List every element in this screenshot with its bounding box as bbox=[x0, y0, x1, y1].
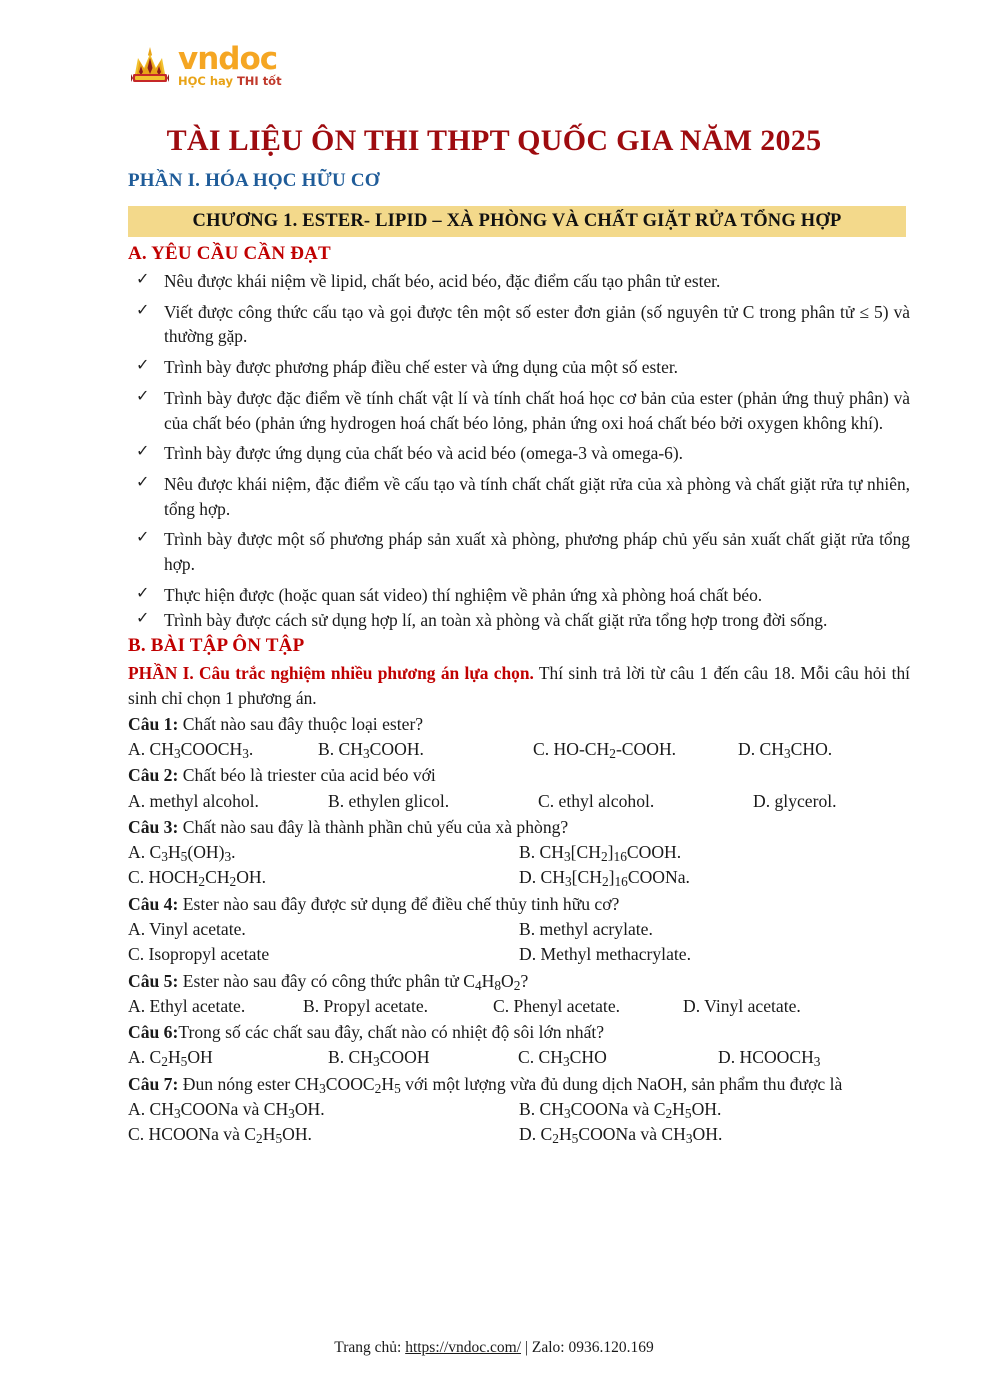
logo-tagline-part1: HỌC hay bbox=[178, 73, 237, 88]
question-option[interactable]: B. $CH_3[CH_2]_{16}COOH$. bbox=[519, 842, 682, 865]
question-prompt bbox=[128, 1020, 910, 1044]
question-text: Trong số các chất sau đây, chất nào có nhiệt độ sôi lớn nhất? bbox=[178, 1022, 605, 1043]
question-option[interactable]: A. $CH_3COONa$ và $CH_3OH$. bbox=[128, 1098, 325, 1121]
question-label: Câu 3: bbox=[128, 816, 179, 837]
question-options-row bbox=[128, 1045, 910, 1069]
check-mark-icon: ✓ bbox=[136, 610, 150, 628]
question-options-row bbox=[128, 789, 910, 813]
objective-text: Trình bày được cách sử dụng hợp lí, an toàn xà phòng và chất giặt rửa tổng hợp trong đời sống. bbox=[164, 610, 828, 631]
question-option[interactable]: A. Vinyl acetate. bbox=[128, 918, 246, 939]
objective-item bbox=[128, 583, 910, 608]
objective-text: Nêu được khái niệm, đặc điểm về cấu tạo và tính chất chất giặt rửa của xà phòng và chất giặt rửa tự nhiên, tổng hợp. bbox=[164, 473, 910, 519]
question-text: Chất nào sau đây thuộc loại ester? bbox=[178, 713, 424, 734]
question-option[interactable]: D. $HCOOCH_3$ bbox=[718, 1047, 821, 1070]
check-mark-icon: ✓ bbox=[136, 529, 150, 547]
question-options-row bbox=[128, 840, 910, 864]
question-text: Ester nào sau đây có công thức phân tử $C_4H_8O_2$? bbox=[178, 970, 529, 993]
question-option[interactable]: C. Phenyl acetate. bbox=[493, 995, 621, 1016]
question-option[interactable]: C. $CH_3CHO$ bbox=[518, 1047, 607, 1070]
question-option[interactable]: D. Methyl methacrylate. bbox=[519, 944, 691, 965]
question-label: Câu 2: bbox=[128, 765, 179, 786]
chapter-banner-text: CHƯƠNG 1. ESTER- LIPID – XÀ PHÒNG VÀ CHẤT GIẶT RỬA TỔNG HỢP bbox=[192, 211, 842, 231]
objective-item bbox=[128, 527, 910, 576]
footer-prefix: Trang chủ: bbox=[334, 1339, 406, 1356]
question-prompt bbox=[128, 1072, 910, 1096]
question-option[interactable]: D. $CH_3CHO$. bbox=[738, 739, 833, 762]
objective-text: Thực hiện được (hoặc quan sát video) thí nghiệm về phản ứng xà phòng hoá chất béo. bbox=[164, 584, 763, 605]
question-option[interactable]: A. $C_3H_5(OH)_3$. bbox=[128, 842, 236, 865]
question-option[interactable]: B. $CH_3COONa$ và $C_2H_5OH$. bbox=[519, 1098, 722, 1121]
check-mark-icon: ✓ bbox=[136, 387, 150, 405]
question-options-row bbox=[128, 737, 910, 761]
question-option[interactable]: C. ethyl alcohol. bbox=[538, 790, 655, 811]
question-options-row bbox=[128, 1097, 910, 1121]
check-mark-icon: ✓ bbox=[136, 357, 150, 375]
question-option[interactable]: A. Ethyl acetate. bbox=[128, 995, 246, 1016]
part-i-instruction-text: Thí sinh trả lời từ câu 1 đến câu 18. Mỗi câu hỏi thí sinh chỉ chọn 1 phương án. bbox=[128, 663, 910, 708]
question-label: Câu 1: bbox=[128, 713, 179, 734]
check-mark-icon: ✓ bbox=[136, 584, 150, 602]
objective-text: Trình bày được đặc điểm về tính chất vật lí và tính chất hoá học cơ bản của ester (phản ứng thuỷ phân) và của chất béo (phản ứng hydrogen hoá chất béo lỏng, phản ứng oxi hoá chất béo bởi oxygen không khí). bbox=[164, 387, 910, 433]
check-mark-icon: ✓ bbox=[136, 443, 150, 461]
question-prompt bbox=[128, 892, 910, 916]
objective-text: Viết được công thức cấu tạo và gọi được tên một số ester đơn giản (số nguyên tử C trong phân tử ≤ 5) và thường gặp. bbox=[164, 301, 910, 347]
objective-text: Trình bày được ứng dụng của chất béo và acid béo (omega-3 và omega-6). bbox=[164, 443, 684, 464]
question-option[interactable]: B. Propyl acetate. bbox=[303, 995, 429, 1016]
question-option[interactable]: C. $HO-CH_2$-COOH. bbox=[533, 739, 677, 762]
question-option[interactable]: A. $C_2H_5OH$ bbox=[128, 1047, 213, 1070]
objective-text: Trình bày được phương pháp điều chế ester và ứng dụng của một số ester. bbox=[164, 357, 679, 378]
objectives-list bbox=[128, 269, 910, 633]
question-options-row bbox=[128, 1122, 910, 1146]
question-text: Chất nào sau đây là thành phần chủ yếu của xà phòng? bbox=[178, 816, 569, 837]
logo-tagline bbox=[178, 73, 282, 88]
question-option[interactable]: D. Vinyl acetate. bbox=[683, 995, 801, 1016]
question-option[interactable]: C. HCOONa và $C_2H_5OH$. bbox=[128, 1124, 312, 1147]
objective-item bbox=[128, 300, 910, 349]
question-option[interactable]: B. $CH_3COOH$ bbox=[328, 1047, 430, 1070]
objective-item bbox=[128, 386, 910, 435]
question-option[interactable]: B. $CH_3COOH$. bbox=[318, 739, 424, 762]
question-option[interactable]: C. $HOCH_2CH_2OH$. bbox=[128, 867, 267, 890]
question-options-row bbox=[128, 865, 910, 889]
question-option[interactable]: B. ethylen glicol. bbox=[328, 790, 450, 811]
logo-tagline-part2: THI tốt bbox=[236, 73, 282, 88]
question-text: Ester nào sau đây được sử dụng để điều chế thủy tinh hữu cơ? bbox=[178, 893, 620, 914]
chapter-banner bbox=[128, 206, 906, 237]
objective-item bbox=[128, 608, 910, 633]
question-label: Câu 7: bbox=[128, 1073, 179, 1094]
section-b-heading: B. BÀI TẬP ÔN TẬP bbox=[128, 635, 305, 657]
footer-suffix: | Zalo: 0936.120.169 bbox=[521, 1339, 654, 1356]
page-footer bbox=[0, 1339, 988, 1357]
question-options-row bbox=[128, 994, 910, 1018]
question-option[interactable]: D. $CH_3[CH_2]_{16}COONa$. bbox=[519, 867, 690, 890]
check-mark-icon: ✓ bbox=[136, 271, 150, 288]
question-options-row bbox=[128, 917, 910, 941]
objective-item bbox=[128, 472, 910, 521]
footer-link[interactable]: https://vndoc.com/ bbox=[405, 1339, 521, 1356]
question-option[interactable]: B. methyl acrylate. bbox=[519, 918, 653, 939]
question-prompt bbox=[128, 815, 910, 839]
question-option[interactable]: D. glycerol. bbox=[753, 790, 837, 811]
question-option[interactable]: A. $CH_3COOCH_3$. bbox=[128, 739, 254, 762]
page-title: TÀI LIỆU ÔN THI THPT QUỐC GIA NĂM 2025 bbox=[166, 124, 822, 157]
question-prompt bbox=[128, 763, 910, 787]
question-option[interactable]: A. methyl alcohol. bbox=[128, 790, 259, 811]
section-a-heading: A. YÊU CẦU CẦN ĐẠT bbox=[128, 243, 331, 264]
question-label: Câu 4: bbox=[128, 893, 179, 914]
objective-item bbox=[128, 269, 910, 294]
check-mark-icon: ✓ bbox=[136, 301, 150, 319]
question-option[interactable]: D. $C_2H_5COONa$ và $CH_3OH$. bbox=[519, 1124, 723, 1147]
question-label: Câu 6: bbox=[128, 1022, 179, 1043]
question-prompt bbox=[128, 969, 910, 993]
part-i-label: PHẦN I. Câu trắc nghiệm nhiều phương án lựa chọn. bbox=[128, 663, 534, 684]
question-label: Câu 5: bbox=[128, 970, 179, 991]
objective-item bbox=[128, 355, 910, 380]
question-text: Đun nóng ester $CH_3COOC_2H_5$ với một lượng vừa đủ dung dịch NaOH, sản phẩm thu được là bbox=[178, 1073, 843, 1096]
crown-logo-icon bbox=[128, 44, 172, 88]
logo-wordmark: vndoc bbox=[178, 40, 278, 77]
vndoc-logo bbox=[128, 40, 282, 88]
part-i-instruction bbox=[128, 661, 910, 710]
objective-text: Trình bày được một số phương pháp sản xuất xà phòng, phương pháp chủ yếu sản xuất chất giặt rửa tổng hợp. bbox=[164, 529, 910, 575]
objective-text: Nêu được khái niệm về lipid, chất béo, acid béo, đặc điểm cấu tạo phân tử ester. bbox=[164, 271, 721, 291]
objective-item bbox=[128, 441, 910, 466]
questions-container bbox=[128, 712, 910, 1147]
question-text: Chất béo là triester của acid béo với bbox=[178, 765, 436, 786]
check-mark-icon: ✓ bbox=[136, 473, 150, 491]
question-prompt bbox=[128, 712, 910, 736]
part-heading: PHẦN I. HÓA HỌC HỮU CƠ bbox=[128, 170, 380, 191]
question-option[interactable]: C. Isopropyl acetate bbox=[128, 944, 270, 965]
question-options-row bbox=[128, 942, 910, 966]
document-body bbox=[128, 243, 910, 1147]
